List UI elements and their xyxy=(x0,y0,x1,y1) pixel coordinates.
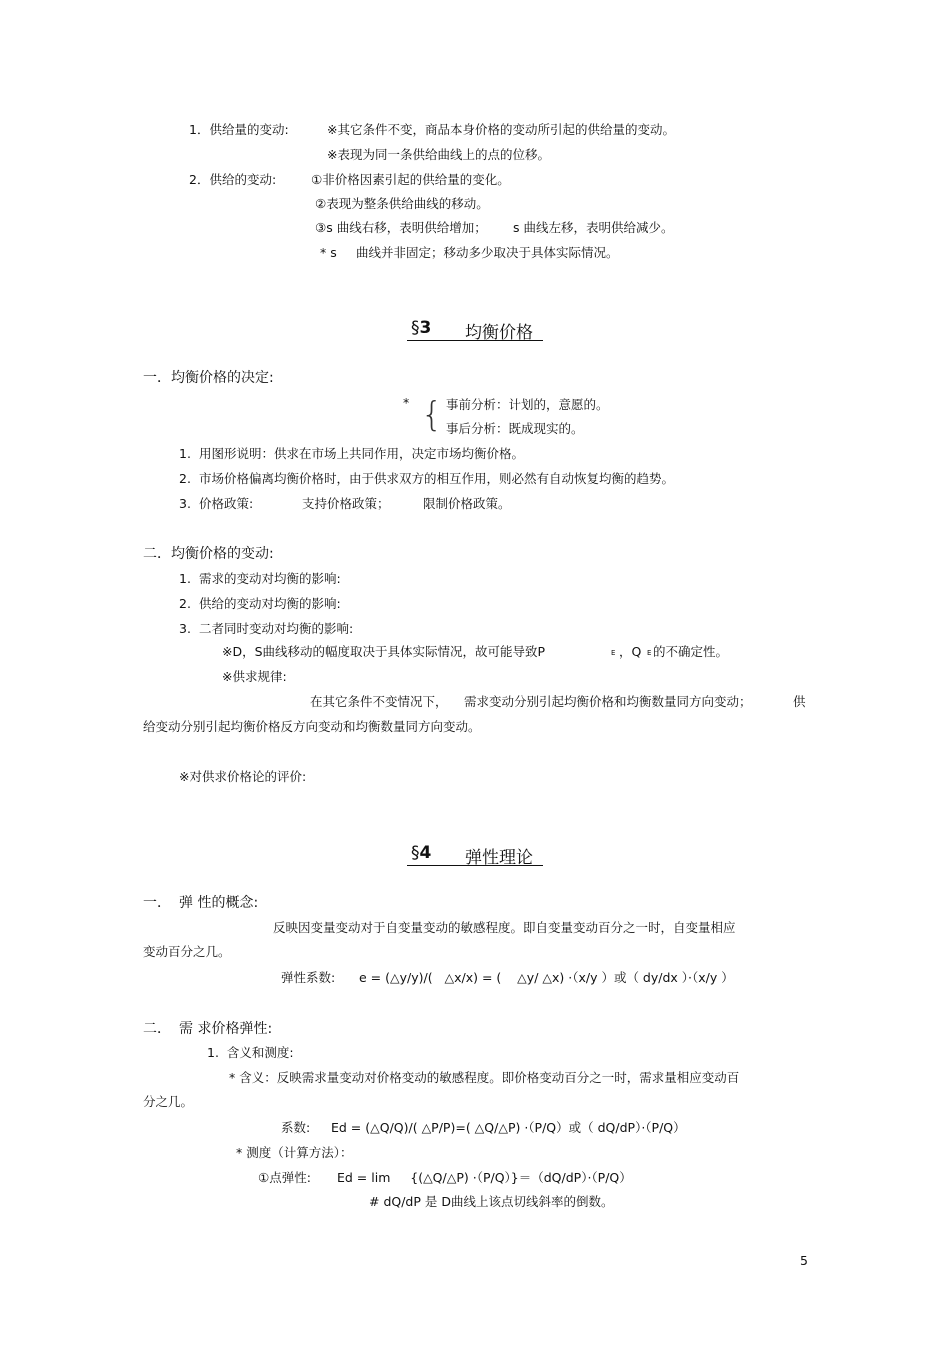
supply-item2-note3a: ③s 曲线右移，表明供给增加； xyxy=(315,220,487,235)
law-text-1a: 在其它条件不变情况下， xyxy=(310,694,448,709)
part1-number: 一． xyxy=(143,895,171,911)
list-number: 1. xyxy=(179,446,191,461)
supply-item2-note4a: * s xyxy=(320,245,337,260)
supply-demand-law-heading: ※供求规律: xyxy=(222,669,287,684)
list-number: 2. xyxy=(179,596,191,611)
part2-heading: 二．均衡价格的变动: xyxy=(143,546,274,562)
supply-item2-note3b: s 曲线左移，表明供给减少。 xyxy=(513,220,674,235)
elasticity-coef-label: 弹性系数: xyxy=(281,970,336,985)
part2-number: 二． xyxy=(143,1021,171,1037)
demand-price-elasticity-heading: 需 求价格弹性: xyxy=(179,1021,273,1037)
ds-curve-note: ※D，S曲线移动的幅度取决于具体实际情况，故可能导致P xyxy=(222,644,546,659)
section-3-heading xyxy=(407,318,543,341)
supply-item1-note2: ※表现为同一条供给曲线上的点的位移。 xyxy=(327,147,550,162)
section-4-heading xyxy=(407,843,543,866)
elasticity-definition-cont: 变动百分之几。 xyxy=(143,944,231,959)
supply-item2-label: 2．供给的变动: xyxy=(189,172,277,187)
star-marker: * xyxy=(403,395,410,410)
list-item: 市场价格偏离均衡价格时，由于供求双方的相互作用，则必然有自动恢复均衡的趋势。 xyxy=(199,471,675,486)
section-4-title: 弹性理论 xyxy=(465,848,533,868)
ex-post-analysis: 事后分析：既成现实的。 xyxy=(446,421,584,436)
page-number: 5 xyxy=(800,1253,808,1268)
evaluation-note: ※对供求价格论的评价: xyxy=(179,769,307,784)
supply-item2-note1: ①非价格因素引起的供给量的变化。 xyxy=(311,172,510,187)
ds-curve-note-end: 的不确定性。 xyxy=(653,644,729,659)
list-item: 二者同时变动对均衡的影响: xyxy=(199,621,354,636)
supply-item1-label: 1．供给量的变动: xyxy=(189,122,289,137)
meaning-and-measure: 1. 含义和测度: xyxy=(207,1045,294,1060)
list-item: 用图形说明：供求在市场上共同作用，决定市场均衡价格。 xyxy=(199,446,525,461)
support-price-policy: 支持价格政策； xyxy=(302,496,390,511)
point-elasticity-formula: Ed = lim {(△Q/△P) ·（P/Q）}＝（dQ/dP）·（P/Q） xyxy=(337,1170,632,1185)
elasticity-concept-heading: 弹 性的概念: xyxy=(179,895,259,911)
point-elasticity-note: # dQ/dP 是 D曲线上该点切线斜率的倒数。 xyxy=(369,1194,614,1209)
list-item: 需求的变动对均衡的影响: xyxy=(199,571,341,586)
ex-ante-analysis: 事前分析：计划的，意愿的。 xyxy=(446,397,609,412)
law-text-1b: 需求变动分别引起均衡价格和均衡数量同方向变动； xyxy=(464,694,752,709)
meaning-text-cont: 分之几。 xyxy=(143,1094,194,1109)
subscript-e: E xyxy=(611,649,616,657)
point-elasticity-label: ①点弹性: xyxy=(258,1170,311,1185)
part1-heading: 一．均衡价格的决定: xyxy=(143,370,274,386)
law-text-2: 给变动分别引起均衡价格反方向变动和均衡数量同方向变动。 xyxy=(143,719,481,734)
list-number: 3. xyxy=(179,496,191,511)
list-item: 供给的变动对均衡的影响: xyxy=(199,596,341,611)
ed-formula: Ed = (△Q/Q)/( △P/P)=( △Q/△P) ·（P/Q）或（ dQ/dP）·（P/Q） xyxy=(331,1120,686,1135)
meaning-text: * 含义：反映需求量变动对价格变动的敏感程度。即价格变动百分之一时，需求量相应变动百 xyxy=(229,1070,740,1085)
subscript-e: E xyxy=(647,649,652,657)
coefficient-label: 系数: xyxy=(281,1120,311,1135)
list-number: 1. xyxy=(179,571,191,586)
elasticity-coef-formula: e = (△y/y)/( △x/x) = ( △y/ △x) ·（x/y ）或（ dy/dx ）·（x/y ） xyxy=(359,970,734,985)
supply-item2-note2: ②表现为整条供给曲线的移动。 xyxy=(315,196,489,211)
list-number: 2. xyxy=(179,471,191,486)
list-number: 3. xyxy=(179,621,191,636)
supply-item2-note4b: 曲线并非固定；移动多少取决于具体实际情况。 xyxy=(356,245,619,260)
measure-method: * 测度（计算方法）： xyxy=(236,1145,353,1160)
section-3-title: 均衡价格 xyxy=(465,323,533,343)
law-text-1c: 供 xyxy=(793,694,806,709)
section-4-number: §4 xyxy=(411,843,432,863)
limit-price-policy: 限制价格政策。 xyxy=(423,496,511,511)
price-policy-label: 价格政策: xyxy=(199,496,254,511)
ds-curve-note-q: ，Q xyxy=(619,644,642,659)
elasticity-definition: 反映因变量变动对于自变量变动的敏感程度。即自变量变动百分之一时，自变量相应 xyxy=(273,920,736,935)
supply-item1-note1: ※其它条件不变，商品本身价格的变动所引起的供给量的变动。 xyxy=(327,122,675,137)
section-3-number: §3 xyxy=(411,318,432,338)
brace-symbol: { xyxy=(421,395,443,435)
